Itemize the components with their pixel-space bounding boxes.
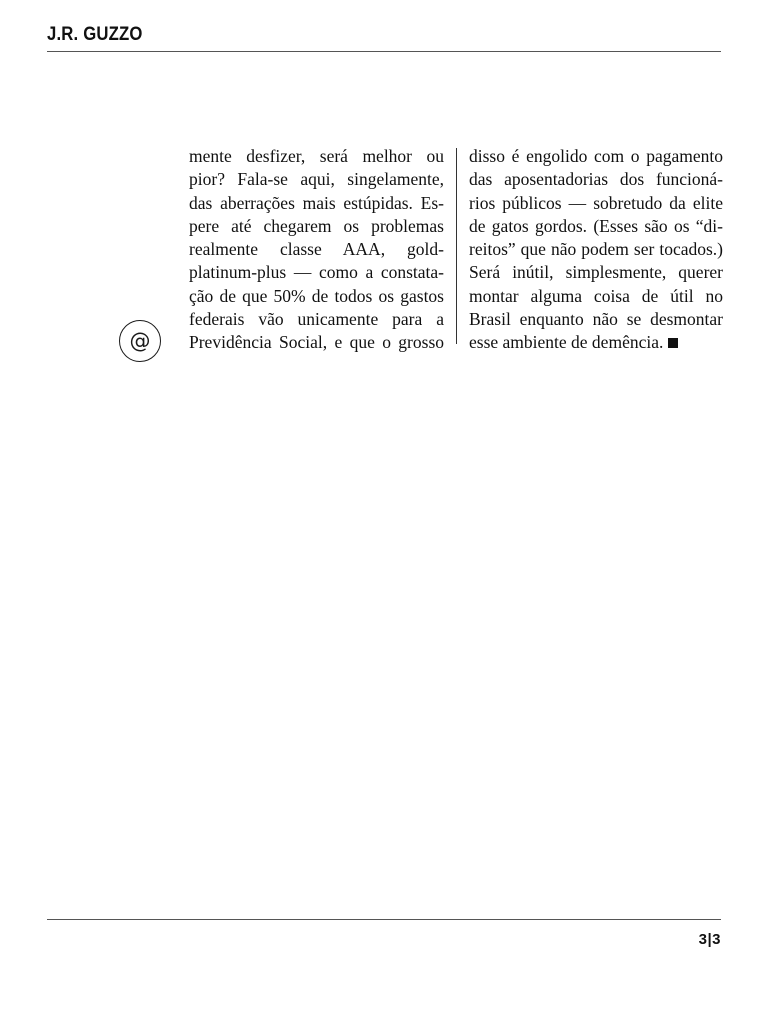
text-line: Será inútil, simplesmente, querer: [469, 262, 723, 283]
text-line: ção de que 50% de todos os gastos: [189, 285, 444, 306]
at-sign-glyph: @: [129, 328, 151, 353]
text-line: das aposentadorias dos funcioná-: [469, 169, 723, 190]
text-line: federais vão unicamente para a: [189, 309, 444, 330]
at-sign-icon: [119, 320, 161, 362]
text-line: de gatos gordos. (Esses são os “di-: [469, 215, 723, 236]
text-line: pere até chegarem os problemas: [189, 215, 444, 236]
header-rule: [47, 51, 721, 52]
article-right-column: [469, 145, 723, 355]
author-header: J.R. GUZZO: [47, 24, 143, 45]
text-line: realmente classe AAA, gold-: [189, 239, 444, 260]
text-line: das aberrações mais estúpidas. Es-: [189, 192, 444, 213]
text-line: reitos” que não podem ser tocados.): [469, 239, 723, 260]
square-end-mark-icon: [668, 338, 678, 348]
footer-rule: [47, 919, 721, 920]
text-line: Brasil enquanto não se desmontar: [469, 309, 723, 330]
text-line: disso é engolido com o pagamento: [469, 146, 723, 166]
column-divider: [456, 148, 457, 344]
text-line: Previdência Social, e que o grosso: [189, 332, 444, 353]
text-line: rios públicos — sobretudo da elite: [469, 192, 723, 213]
final-sentence: esse ambiente de demência.: [469, 332, 664, 353]
text-line: montar alguma coisa de útil no: [469, 285, 723, 306]
page-number: 3|3: [698, 931, 721, 948]
text-line: pior? Fala-se aqui, singelamente,: [189, 169, 444, 190]
text-line-final: [469, 331, 723, 354]
text-line: mente desfizer, será melhor ou: [189, 146, 444, 166]
article-left-column: [189, 145, 444, 355]
text-line: platinum-plus — como a constata-: [189, 262, 444, 283]
